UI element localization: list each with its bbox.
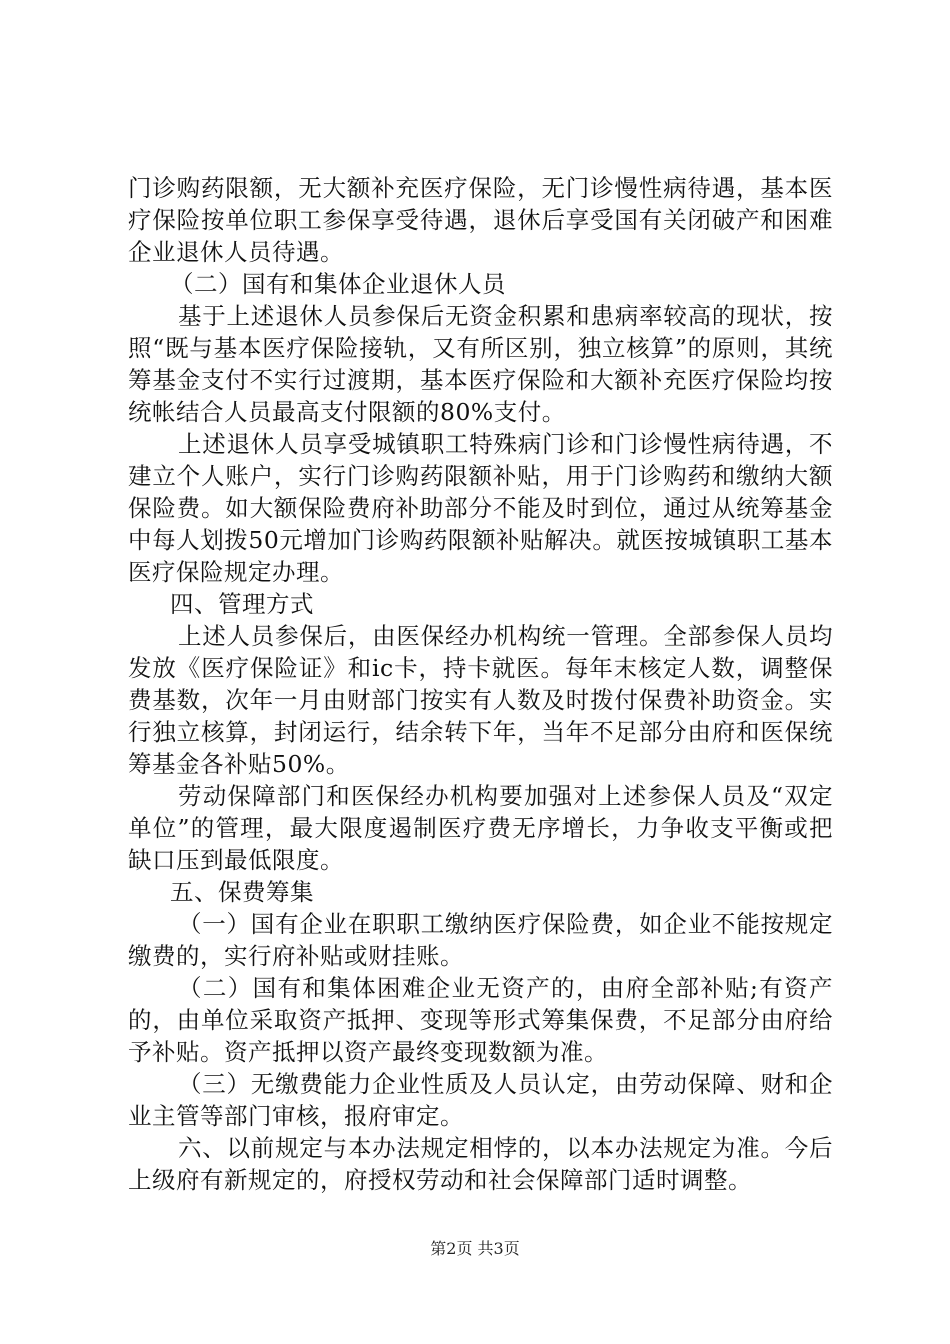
paragraph-funding-principle: 基于上述退休人员参保后无资金积累和患病率较高的现状，按照“既与基本医疗保险接轨，又有所区别，独立核算”的原则，其统筹基金支付不实行过渡期，基本医疗保险和大额补充医疗保险均按统帐结合人员最高支付限额的80%支付。 <box>128 302 833 426</box>
section-heading-fee-collection: 五、保费筹集 <box>170 878 314 906</box>
paragraph-final-provisions: 六、以前规定与本办法规定相悖的，以本办法规定为准。今后上级府有新规定的，府授权劳动和社会保障部门适时调整。 <box>128 1134 833 1194</box>
section-heading-management: 四、管理方式 <box>170 590 314 618</box>
paragraph-management-details: 上述人员参保后，由医保经办机构统一管理。全部参保人员均发放《医疗保险证》和ic卡，持卡就医。每年末核定人数，调整保费基数，次年一月由财部门按实有人数及时拨付保费补助资金。实行独立核算，封闭运行，结余转下年，当年不足部分由府和医保统筹基金各补贴50%。 <box>128 622 833 778</box>
page-number-footer: 第2页 共3页 <box>430 1239 520 1258</box>
paragraph-continued-text: 门诊购药限额，无大额补充医疗保险，无门诊慢性病待遇，基本医疗保险按单位职工参保享受待遇，退休后享受国有关闭破产和困难企业退休人员待遇。 <box>128 174 833 266</box>
paragraph-fee-item-2: （二）国有和集体困难企业无资产的，由府全部补贴;有资产的，由单位采取资产抵押、变现等形式筹集保费，不足部分由府给予补贴。资产抵押以资产最终变现数额为准。 <box>128 974 833 1066</box>
section-heading-retired-staff: （二）国有和集体企业退休人员 <box>170 270 506 298</box>
paragraph-fee-item-1: （一）国有企业在职职工缴纳医疗保险费，如企业不能按规定缴费的，实行府补贴或财挂账。 <box>128 910 833 970</box>
paragraph-fee-item-3: （三）无缴费能力企业性质及人员认定，由劳动保障、财和企业主管等部门审核，报府审定。 <box>128 1070 833 1130</box>
paragraph-cost-control: 劳动保障部门和医保经办机构要加强对上述参保人员及“双定单位”的管理，最大限度遏制医疗费无序增长，力争收支平衡或把缺口压到最低限度。 <box>128 782 833 874</box>
document-body <box>128 172 833 1196</box>
paragraph-outpatient-subsidy: 上述退休人员享受城镇职工特殊病门诊和门诊慢性病待遇，不建立个人账户，实行门诊购药限额补贴，用于门诊购药和缴纳大额保险费。如大额保险费府补助部分不能及时到位，通过从统筹基金中每人划拨50元增加门诊购药限额补贴解决。就医按城镇职工基本医疗保险规定办理。 <box>128 430 833 586</box>
